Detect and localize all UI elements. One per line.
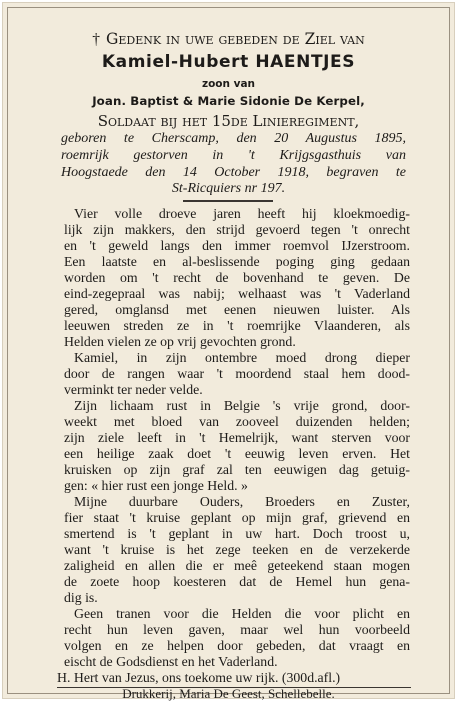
body-line: Zijn lichaam rust in Belgie 's vrije grond, door-: [74, 398, 410, 413]
memorial-card: [2, 2, 455, 699]
birth-detail: geboren te Cherscamp, den 20 Augustus 1895,: [61, 131, 406, 146]
header-divider: [183, 200, 273, 202]
body-line: smertend is 't geplant in uw hart. Doch troost u,: [64, 526, 410, 541]
son-of-label: zoon van: [201, 78, 256, 90]
cross-icon: †: [92, 31, 101, 48]
body-line: want 't kruise is het zege teeken en de verzekerde: [64, 542, 410, 557]
body-line: Kamiel, in zijn ontembre moed drong dieper: [74, 350, 410, 365]
body-line: Een laatste en al-beslissende poging ging gedaan: [64, 254, 410, 269]
body-line: volgen en ze helpen door gebeden, dat vraagt en: [64, 638, 410, 653]
printer-credit: Drukkerij, Maria De Geest, Schellebelle.: [122, 686, 335, 701]
body-line: worden om 't recht de bovenhand te geven. De: [64, 270, 410, 285]
invocation-text: Gedenk in uwe gebeden de Ziel van: [106, 30, 365, 48]
body-line: recht hun leven gaven, maar wel hun voorbeeld: [64, 622, 410, 637]
regiment-line: Soldaat bij het 15de Linieregiment,: [97, 112, 360, 130]
body-line: de zoete hoop koesteren dat de Hemel hun gena-: [64, 574, 410, 589]
body-line: eischt de Godsdienst en het Vaderland.: [64, 654, 278, 669]
burial-detail: Hoogstaede den 14 October 1918, begraven te: [61, 165, 406, 180]
body-line: weekt met bloed van zooveel duizenden helden;: [64, 414, 410, 429]
body-line: Geen tranen voor die Helden die voor plicht en: [74, 606, 410, 621]
body-line: gen: « hier rust een jonge Held. »: [64, 478, 248, 493]
body-line: dig is.: [64, 590, 98, 605]
parents-names: Joan. Baptist & Marie Sidonie De Kerpel,: [92, 94, 365, 108]
grave-number: St-Ricquiers nr 197.: [171, 181, 286, 196]
body-line: Vier volle droeve jaren heeft hij kloekmoedig-: [74, 206, 410, 221]
body-line: een heilige zaak doet 't eeuwig leven erven. Het: [64, 446, 410, 461]
deceased-name: Kamiel-Hubert HAENTJES: [101, 52, 356, 72]
body-line: gered, omglansd met eenen nieuwen luister. Als: [64, 302, 410, 317]
body-line: en 't geweld langs den immer roemvol IJzerstroom.: [64, 238, 410, 253]
death-detail: roemrijk gestorven in 't Krijgsgasthuis van: [61, 148, 406, 163]
body-line: Mijne duurbare Ouders, Broeders en Zuster,: [74, 494, 410, 509]
body-line: leeuwen streden ze in 't roemrijke Vlaanderen, als: [64, 318, 410, 333]
header-invocation: [3, 30, 454, 49]
closing-prayer: H. Hert van Jezus, ons toekome uw rijk. (300d.afl.): [57, 670, 341, 685]
body-line: eind-zegepraal was nabij; welhaast was 't Vaderland: [64, 286, 410, 301]
body-line: lijk zijn makkers, den strijd gevoerd tegen 't onrecht: [64, 222, 410, 237]
body-line: fier staat 't kruise geplant op mijn graf, grievend en: [64, 510, 410, 525]
body-line: kruisken op zijn graf zal ten eeuwigen dag getuig-: [64, 462, 410, 477]
body-line: door de rangen waar 't moordend staal hem dood-: [64, 366, 410, 381]
body-line: zijn ziele leeft in 't Hemelrijk, want sterven voor: [64, 430, 410, 445]
body-line: zaligheid en allen die er meê geteekend staan mogen: [64, 558, 410, 573]
body-line: verminkt ter neder velde.: [64, 382, 203, 397]
body-line: Helden vielen ze op vrij gevochten grond.: [64, 334, 296, 349]
